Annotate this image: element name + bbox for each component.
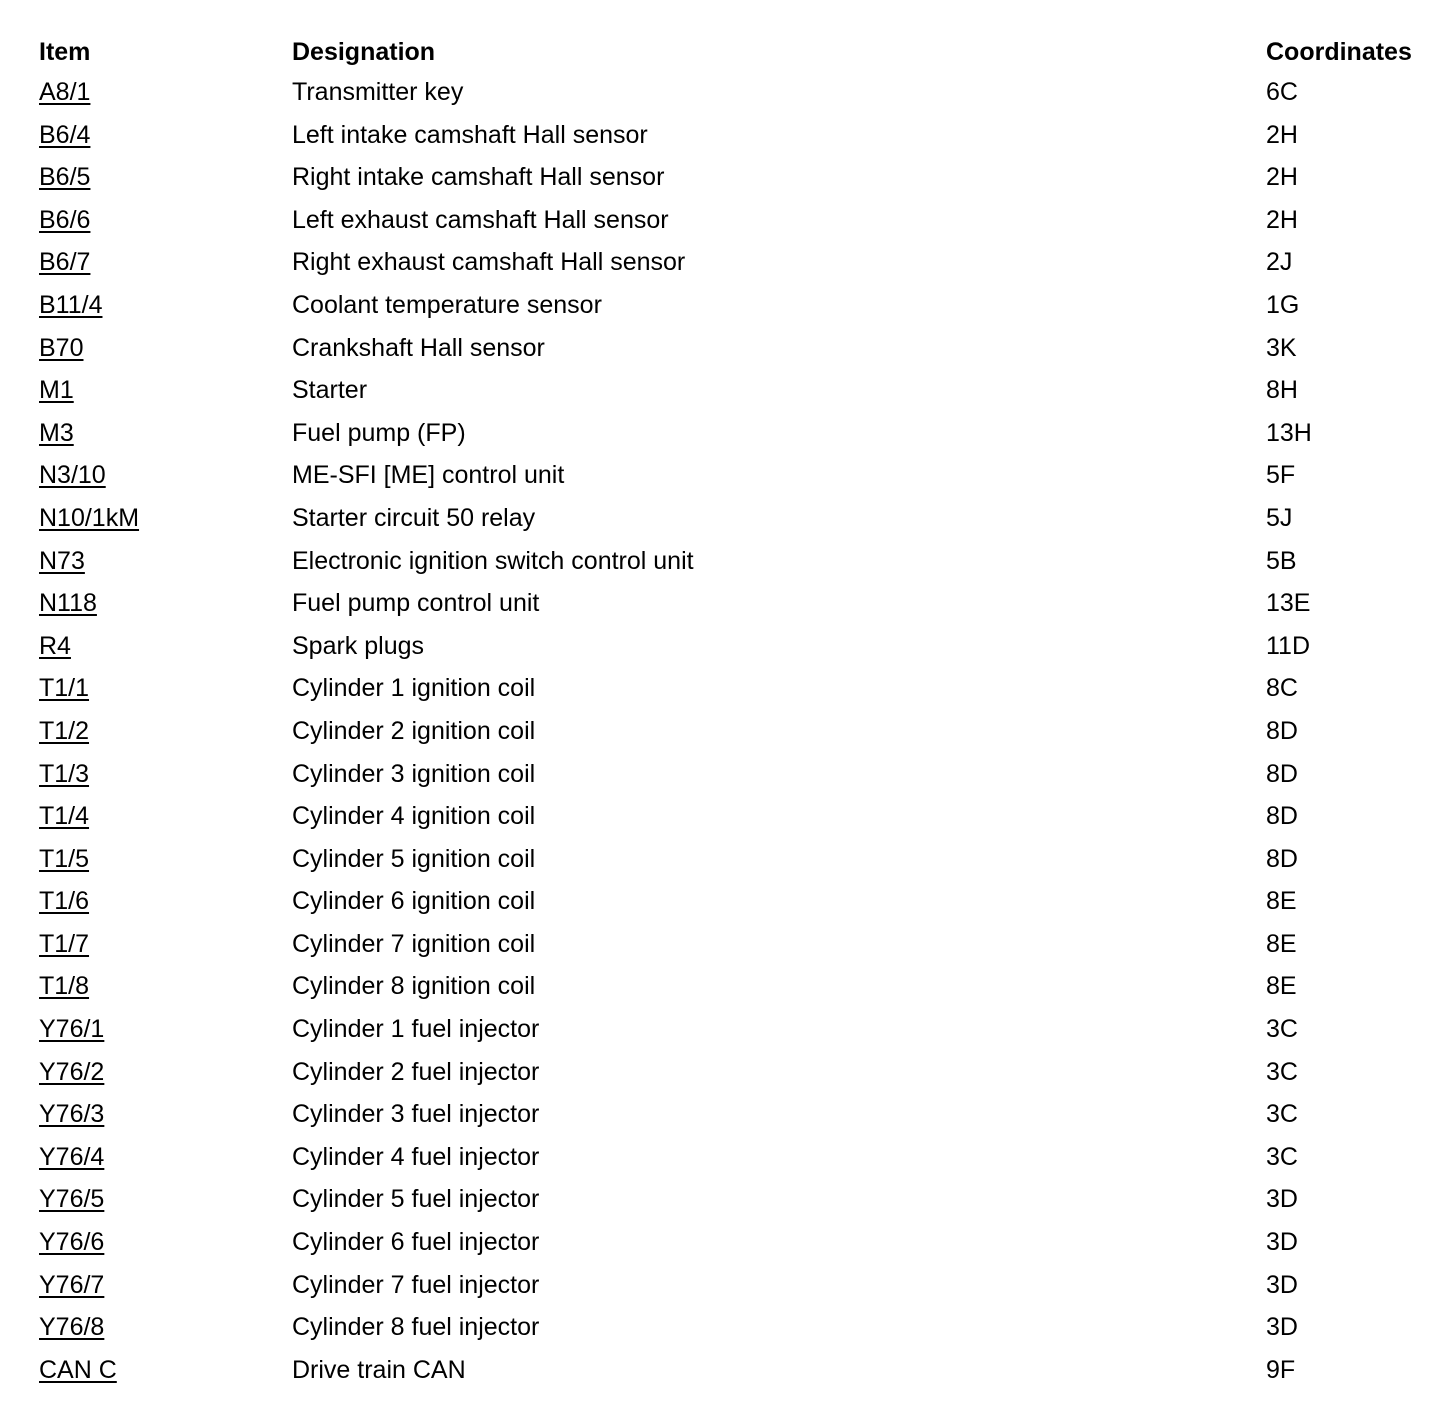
table-row bbox=[39, 541, 1429, 584]
designation-cell: Cylinder 6 fuel injector bbox=[292, 1228, 540, 1257]
table-row bbox=[39, 1137, 1429, 1180]
item-link[interactable]: Y76/3 bbox=[39, 1100, 105, 1129]
coordinates-cell: 3D bbox=[1266, 1228, 1298, 1257]
designation-cell: Cylinder 3 ignition coil bbox=[292, 759, 536, 788]
coordinates-cell: 11D bbox=[1266, 631, 1311, 660]
table-row bbox=[39, 328, 1429, 371]
coordinates-cell: 5J bbox=[1266, 503, 1293, 532]
coordinates-cell: 3D bbox=[1266, 1270, 1298, 1299]
table-header bbox=[39, 32, 1429, 72]
table-row bbox=[39, 754, 1429, 797]
component-legend-table bbox=[39, 32, 1429, 1392]
item-link[interactable]: Y76/4 bbox=[39, 1142, 105, 1171]
item-link[interactable]: N118 bbox=[39, 589, 97, 618]
table-row bbox=[39, 1052, 1429, 1095]
coordinates-cell: 8D bbox=[1266, 716, 1298, 745]
item-link[interactable]: T1/5 bbox=[39, 844, 90, 873]
item-link[interactable]: B70 bbox=[39, 333, 84, 362]
item-link[interactable]: Y76/1 bbox=[39, 1015, 105, 1044]
coordinates-cell: 8D bbox=[1266, 802, 1298, 831]
coordinates-cell: 2H bbox=[1266, 163, 1298, 192]
coordinates-cell: 8C bbox=[1266, 674, 1298, 703]
item-link[interactable]: T1/8 bbox=[39, 972, 90, 1001]
item-link[interactable]: T1/3 bbox=[39, 759, 90, 788]
item-link[interactable]: B6/6 bbox=[39, 205, 91, 234]
coordinates-cell: 3D bbox=[1266, 1185, 1298, 1214]
designation-cell: Spark plugs bbox=[292, 631, 425, 660]
coordinates-cell: 8E bbox=[1266, 887, 1297, 916]
header-designation: Designation bbox=[292, 38, 436, 66]
item-link[interactable]: T1/6 bbox=[39, 887, 90, 916]
table-row bbox=[39, 157, 1429, 200]
coordinates-cell: 8H bbox=[1266, 376, 1298, 405]
item-link[interactable]: T1/7 bbox=[39, 929, 90, 958]
item-link[interactable]: CAN C bbox=[39, 1355, 117, 1384]
coordinates-cell: 6C bbox=[1266, 78, 1298, 106]
designation-cell: Cylinder 1 fuel injector bbox=[292, 1015, 540, 1044]
designation-cell: Cylinder 6 ignition coil bbox=[292, 887, 536, 916]
coordinates-cell: 1G bbox=[1266, 290, 1300, 319]
designation-cell: Crankshaft Hall sensor bbox=[292, 333, 545, 362]
coordinates-cell: 3C bbox=[1266, 1015, 1298, 1044]
item-link[interactable]: T1/2 bbox=[39, 716, 90, 745]
designation-cell: Right intake camshaft Hall sensor bbox=[292, 163, 665, 192]
item-link[interactable]: Y76/7 bbox=[39, 1270, 105, 1299]
coordinates-cell: 13H bbox=[1266, 418, 1312, 447]
designation-cell: Cylinder 2 fuel injector bbox=[292, 1057, 540, 1086]
table-body bbox=[39, 72, 1429, 1392]
coordinates-cell: 3K bbox=[1266, 333, 1297, 362]
table-row bbox=[39, 796, 1429, 839]
coordinates-cell: 8E bbox=[1266, 972, 1297, 1001]
item-link[interactable]: B6/4 bbox=[39, 120, 91, 149]
item-link[interactable]: B6/7 bbox=[39, 248, 91, 277]
designation-cell: Cylinder 8 fuel injector bbox=[292, 1313, 540, 1342]
coordinates-cell: 9F bbox=[1266, 1355, 1296, 1384]
designation-cell: Electronic ignition switch control unit bbox=[292, 546, 694, 575]
item-link[interactable]: B6/5 bbox=[39, 163, 91, 192]
designation-cell: Cylinder 5 fuel injector bbox=[292, 1185, 540, 1214]
designation-cell: Cylinder 7 fuel injector bbox=[292, 1270, 540, 1299]
table-row bbox=[39, 583, 1429, 626]
coordinates-cell: 5B bbox=[1266, 546, 1297, 575]
coordinates-cell: 5F bbox=[1266, 461, 1296, 490]
designation-cell: Coolant temperature sensor bbox=[292, 290, 602, 319]
coordinates-cell: 3C bbox=[1266, 1057, 1298, 1086]
table-row bbox=[39, 966, 1429, 1009]
item-link[interactable]: Y76/8 bbox=[39, 1313, 105, 1342]
designation-cell: Cylinder 3 fuel injector bbox=[292, 1100, 540, 1129]
coordinates-cell: 8E bbox=[1266, 929, 1297, 958]
table-row bbox=[39, 1222, 1429, 1265]
table-row bbox=[39, 200, 1429, 243]
item-link[interactable]: N73 bbox=[39, 546, 85, 575]
table-row bbox=[39, 839, 1429, 882]
table-row bbox=[39, 285, 1429, 328]
item-link[interactable]: M3 bbox=[39, 418, 74, 447]
item-link[interactable]: Y76/6 bbox=[39, 1228, 105, 1257]
designation-cell: Cylinder 4 fuel injector bbox=[292, 1142, 540, 1171]
designation-cell: Right exhaust camshaft Hall sensor bbox=[292, 248, 686, 277]
designation-cell: Drive train CAN bbox=[292, 1355, 466, 1384]
table-row bbox=[39, 1307, 1429, 1350]
coordinates-cell: 3C bbox=[1266, 1100, 1298, 1129]
designation-cell: Fuel pump (FP) bbox=[292, 418, 466, 447]
table-row bbox=[39, 498, 1429, 541]
table-row bbox=[39, 72, 1429, 115]
item-link[interactable]: Y76/2 bbox=[39, 1057, 105, 1086]
table-row bbox=[39, 881, 1429, 924]
table-row bbox=[39, 115, 1429, 158]
item-link[interactable]: R4 bbox=[39, 631, 71, 660]
designation-cell: Fuel pump control unit bbox=[292, 589, 540, 618]
designation-cell: Cylinder 2 ignition coil bbox=[292, 716, 536, 745]
coordinates-cell: 3C bbox=[1266, 1142, 1298, 1171]
table-row bbox=[39, 924, 1429, 967]
coordinates-cell: 8D bbox=[1266, 844, 1298, 873]
table-row bbox=[39, 413, 1429, 456]
coordinates-cell: 2H bbox=[1266, 205, 1298, 234]
designation-cell: Cylinder 1 ignition coil bbox=[292, 674, 536, 703]
designation-cell: Left exhaust camshaft Hall sensor bbox=[292, 205, 669, 234]
table-row bbox=[39, 1094, 1429, 1137]
item-link[interactable]: A8/1 bbox=[39, 78, 91, 106]
table-row bbox=[39, 1179, 1429, 1222]
designation-cell: Transmitter key bbox=[292, 78, 464, 106]
table-row bbox=[39, 455, 1429, 498]
coordinates-cell: 3D bbox=[1266, 1313, 1298, 1342]
coordinates-cell: 8D bbox=[1266, 759, 1298, 788]
item-link[interactable]: T1/4 bbox=[39, 802, 90, 831]
header-item: Item bbox=[39, 38, 91, 66]
table-row bbox=[39, 370, 1429, 413]
designation-cell: Cylinder 5 ignition coil bbox=[292, 844, 536, 873]
table-row bbox=[39, 242, 1429, 285]
designation-cell: Starter circuit 50 relay bbox=[292, 503, 536, 532]
designation-cell: ME-SFI [ME] control unit bbox=[292, 461, 565, 490]
designation-cell: Cylinder 8 ignition coil bbox=[292, 972, 536, 1001]
item-link[interactable]: N3/10 bbox=[39, 461, 106, 490]
coordinates-cell: 2H bbox=[1266, 120, 1298, 149]
item-link[interactable]: M1 bbox=[39, 376, 74, 405]
designation-cell: Cylinder 4 ignition coil bbox=[292, 802, 536, 831]
item-link[interactable]: Y76/5 bbox=[39, 1185, 105, 1214]
item-link[interactable]: B11/4 bbox=[39, 290, 103, 319]
table-row bbox=[39, 1009, 1429, 1052]
designation-cell: Starter bbox=[292, 376, 368, 405]
item-link[interactable]: N10/1kM bbox=[39, 503, 140, 532]
designation-cell: Cylinder 7 ignition coil bbox=[292, 929, 536, 958]
coordinates-cell: 13E bbox=[1266, 589, 1311, 618]
designation-cell: Left intake camshaft Hall sensor bbox=[292, 120, 648, 149]
table-row bbox=[39, 1265, 1429, 1308]
table-row bbox=[39, 711, 1429, 754]
header-coordinates: Coordinates bbox=[1266, 38, 1412, 66]
item-link[interactable]: T1/1 bbox=[39, 674, 90, 703]
coordinates-cell: 2J bbox=[1266, 248, 1293, 277]
table-row bbox=[39, 626, 1429, 669]
table-row bbox=[39, 1350, 1429, 1393]
table-row bbox=[39, 668, 1429, 711]
